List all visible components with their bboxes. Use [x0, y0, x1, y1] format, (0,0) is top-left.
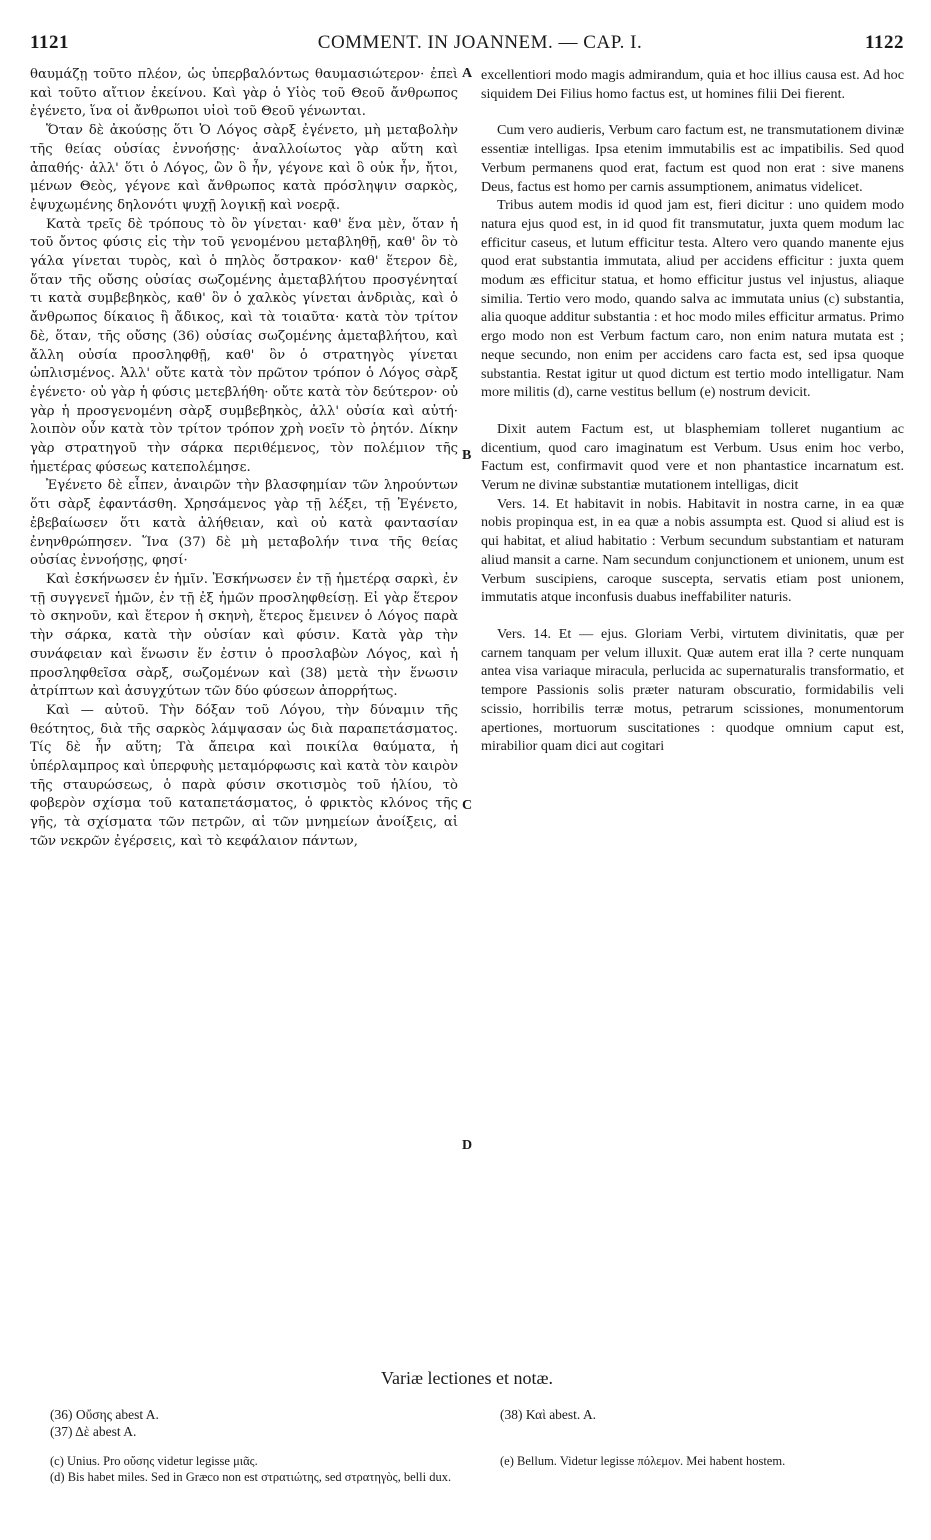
page: [30, 28, 904, 1518]
greek-paragraph: Ἐγένετο δὲ εἶπεν, ἀναιρῶν τὴν βλασφημίαν τῶν ληρούντων ὅτι σὰρξ ἐφαντάσθη. Χρησάμενος γὰρ τῇ λέξει, τῇ Ἐγένετο, ἐβεβαίωσεν ὅτι κατὰ ἀλήθειαν, καὶ οὐ κατὰ φαντασίαν ἐνηνθρώπησεν. Ἵνα (37) δὲ μὴ μεταβολήν τινα τῆς θείας οὐσίας ἐννοήσῃς, φησί·: [30, 478, 458, 569]
latin-paragraph: Vers. 14. Et — ejus. Gloriam Verbi, virtutem divinitatis, quæ per carnem tanquam per velum illuxit. Quæ autem erat illa ? certe nunquam antea visa variaque miracula, perlucida ac supernaturalis transformatio, et tempore Passionis solis præter naturam obscuratio, formidabilis veli scissio, horribilis terræ motus, petrarum scissiones, monumentorum apertiones, mortuorum suscitationes : quodque omnium caput est, mirabilior quam dici aut cogitari: [481, 625, 904, 755]
greek-paragraph: Κατὰ τρεῖς δὲ τρόπους τὸ ὂν γίνεται· καθ' ἕνα μὲν, ὅταν ἡ τοῦ ὄντος φύσις εἰς τὴν τοῦ γενομένου μεταβληθῇ, καθ' ὃν τὸ γάλα γίνεται τυρὸς, καὶ ὁ πηλὸς ὄστρακον· καθ' ἕτερον δὲ, ὅταν τῆς οὔσης οὐσίας σωζομένης ἀμεταβλήτου προσγένηταί τι κατὰ συμβεβηκὸς, καθ' ὃν ὁ χαλκὸς γίνεται ἀνδριὰς, καὶ ὁ ἄνθρωπος δίκαιος ἢ ἄδικος, καὶ τὰ τοιαῦτα· κατὰ τὸν τρίτον δὲ, ὅταν, τῆς οὔσης (36) οὐσίας σωζομένης ἀμεταβλήτου, καὶ ἄλλη οὐσία προσληφθῇ, καθ' ὃν ὁ στρατηγὸς γίνεται ὡπλισμένος. Ἀλλ' οὔτε κατὰ τὸν πρῶτον τρόπον ὁ Λόγος σὰρξ ἐγένετο· οὐ γὰρ ἡ φύσις μετεβλήθη· οὔτε κατὰ τὸν δεύτερον· οὐ γὰρ ἡ προσγενομένη σὰρξ συμβεβηκὸς, ἀλλ' οὐσία καὶ αὐτή· λοιπὸν οὖν κατὰ τὸν τρίτον τρόπον χρὴ νοεῖν τὸ ῥητόν. Δίκην γὰρ στρατηγοῦ τὴν σάρκα περιθέμενος, τὸν πολέμιον τῆς ἡμετέρας φύσεως κατεπολέμησε.: [30, 216, 458, 475]
page-number-right: 1122: [865, 32, 904, 53]
greek-paragraph: θαυμάζῃ τοῦτο πλέον, ὡς ὑπερβαλόντως θαυμασιώτερον· ἐπεὶ καὶ τοῦτο αἴτιον ἐκείνου. Καὶ γὰρ ὁ Υἱὸς τοῦ Θεοῦ ἄνθρωπος ἐγένετο, ἵνα οἱ ἄνθρωποι υἱοὶ τοῦ Θεοῦ γένωνται.: [30, 67, 458, 120]
variant-readings-left: [50, 1406, 470, 1440]
footnote: (d) Bis habet miles. Sed in Græco non est στρατιώτης, sed στρατηγὸς, belli dux.: [50, 1470, 452, 1484]
footnote: (c) Unius. Pro οὔσης videtur legisse μιᾶς.: [50, 1454, 258, 1468]
margin-letter-a: A: [462, 66, 473, 81]
latin-paragraph: Dixit autem Factum est, ut blasphemiam tolleret nugantium ac dicentium, quod caro imaginatum est Verbum. Usus enim hoc verbo, Factum est, confirmavit quod vere et non phantastice incarnatum est. Verum ne divinæ substantiæ mutationem intelligas, dicit: [481, 420, 904, 494]
page-number-left: 1121: [30, 32, 69, 53]
latin-paragraph: Vers. 14. Et habitavit in nobis. Habitavit in nostra carne, in ea quæ nobis propinqua est, in ea quæ a nobis assumpta est. Quod si aliud est is qui habitat, et aliud habitatio : Verbum secundum substantiam et naturam aliud mansit a carne. Nam secundum conjunctionem et unionem, unum est Verbum suscipiens, caroque suscepta, servatis etiam post unionem, immutatis atque inconfusis duabus ineffabiliter naturis.: [481, 495, 904, 606]
variant-reading: (37) Δὲ abest A.: [50, 1424, 137, 1439]
running-title: COMMENT. IN JOANNEM. — CAP. I.: [317, 32, 643, 53]
variant-reading: (38) Καὶ abest. A.: [500, 1407, 597, 1422]
footnotes-left: [50, 1453, 470, 1485]
greek-column: [30, 66, 458, 852]
page-header: [30, 28, 904, 58]
variant-readings-right: [500, 1406, 904, 1423]
greek-paragraph: Καὶ — αὐτοῦ. Τὴν δόξαν τοῦ Λόγου, τὴν δύναμιν τῆς θεότητος, διὰ τῆς σαρκὸς λάμψασαν ὡς διὰ παραπετάσματος. Τίς δὲ ἦν αὕτη; Τὰ ἄπειρα καὶ ποικίλα θαύματα, ἡ ὑπέρλαμπρος καὶ ὑπερφυὴς μεταμόρφωσις καὶ κατὰ τὸν καιρὸν τῆς σταυρώσεως, ὁ παρὰ φύσιν σκοτισμὸς τοῦ ἡλίου, τὸ φοβερὸν σχίσμα τοῦ καταπετάσματος, ὁ φρικτὸς κλόνος τῆς γῆς, τὰ σχίσματα τῶν πετρῶν, αἱ τῶν μνημείων ἀνοίξεις, αἱ τῶν νεκρῶν ἐγέρσεις, καὶ τὸ κεφάλαιον πάντων,: [30, 702, 458, 849]
greek-paragraph: Καὶ ἐσκήνωσεν ἐν ἡμῖν. Ἐσκήνωσεν ἐν τῇ ἡμετέρᾳ σαρκὶ, ἐν τῇ συγγενεῖ ἡμῶν, ἐν τῇ ἐξ ἡμῶν προσληφθείσῃ. Εἰ γὰρ ἕτερον τὸ σκηνοῦν, καὶ ἕτερον ἡ σκηνὴ, ἕτερος ἔμεινεν ὁ Λόγος παρὰ τὴν σάρκα, κατὰ τὴν οὐσίαν καὶ φύσιν. Κατὰ γὰρ τὴν συνάφειαν καὶ ἕνωσιν ἕν ἐστιν ὁ προσλαβὼν Λόγος, καὶ ἡ προσληφθεῖσα σὰρξ, σωζομένων καὶ (38) μετὰ τὴν ἕνωσιν ἀτρίπτων καὶ ἀσυγχύτων τῶν δύο φύσεων ἀπορρήτως.: [30, 571, 458, 700]
footnote: (e) Bellum. Videtur legisse πόλεμον. Mei habent hostem.: [500, 1454, 786, 1468]
margin-letter-c: C: [462, 798, 473, 813]
greek-paragraph: Ὅταν δὲ ἀκούσῃς ὅτι Ὁ Λόγος σὰρξ ἐγένετο, μὴ μεταβολὴν τῆς θείας οὐσίας ἐννοήσῃς· ἀναλλοίωτος γὰρ αὕτη καὶ ἀπαθής· ἀλλ' ὅτι ὁ Λόγος, ὢν ὃ ἦν, γέγονε καὶ ὃ οὐκ ἦν, ἤτοι, μένων Θεὸς, γέγονε καὶ ἄνθρωπος κατὰ πρόσληψιν σαρκὸς, ἐψυχωμένης δηλονότι ψυχῇ λογικῇ καὶ νοερᾷ.: [30, 123, 458, 213]
notes-title: Variæ lectiones et notæ.: [381, 1368, 553, 1388]
variant-reading: (36) Οὔσης abest A.: [50, 1407, 159, 1422]
margin-letter-b: B: [462, 448, 472, 463]
footnotes-right: [500, 1453, 904, 1469]
latin-column: [481, 66, 904, 756]
latin-paragraph: excellentiori modo magis admirandum, quia et hoc illius causa est. Ad hoc siquidem Dei Filius homo factus est, ut homines filii Dei fierent.: [481, 67, 904, 102]
latin-paragraph: Tribus autem modis id quod jam est, fieri dicitur : uno quidem modo natura ejus quod est, in id quod fit transmutatur, juxta quem modum lac efficitur caseus, et lutum efficitur testa. Altero vero quando manente ejus quod erat substantia immutata, aliud per accidens efficitur : juxta quem modum æs efficitur statua, et homo efficitur justus vel injustus, aliaque similia. Tertio vero modo, quando salva ac immutata unius (c) substantia, alia quoque additur substantia : et hoc modo miles efficitur armatus. Primo ergo modo non est Verbum factum caro, non enim natura mutata est ; neque secundo, non enim per accidens caro facta est, sed ipsa quoque substantia. Restat igitur ut quod dictum est tertio modo intelligatur. Nam more militis (d), carne vestitus bellum (e) nostrum devicit.: [481, 197, 904, 401]
latin-paragraph: Cum vero audieris, Verbum caro factum est, ne transmutationem divinæ essentiæ intelligas. Ipsa etenim immutabilis est ac impatibilis. Sed quod Verbum permanens quod erat, factum est quod non erat : sive manens Deus, factus est homo per carnis assumptionem, animatus videlicet.: [481, 122, 904, 195]
margin-letter-d: D: [462, 1138, 473, 1153]
